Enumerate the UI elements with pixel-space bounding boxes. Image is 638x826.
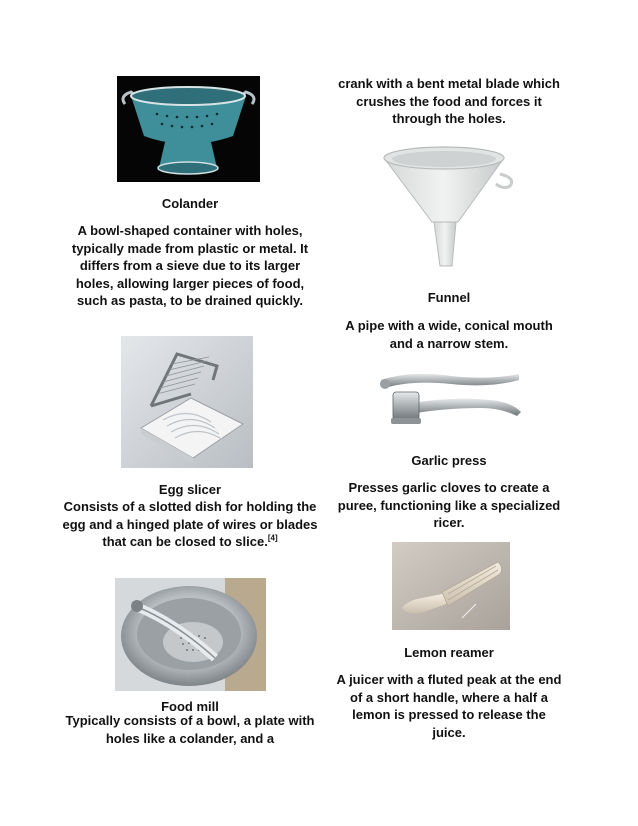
colander-title: Colander: [161, 196, 219, 211]
garlic-press-description: Presses garlic cloves to create a puree, functioning like a specialized ricer.: [337, 480, 561, 530]
colander-photo: [117, 76, 260, 182]
lemon-reamer-description: A juicer with a fluted peak at the end of a short handle, where a half a lemon is pressed to release the juice.: [336, 672, 562, 740]
food-mill-photo: [115, 578, 266, 691]
garlic-press-title: Garlic press: [411, 453, 487, 468]
lemon-reamer-photo: [392, 542, 510, 630]
egg-slicer-description-text: Consists of a slotted dish for holding the egg and a hinged plate of wires or blades that can be closed to slice.: [62, 499, 318, 549]
colander-description: A bowl-shaped container with holes, typically made from plastic or metal. It differs from a sieve due to its larger holes, allowing larger pieces of food, such as pasta, to be drained quickly.: [71, 223, 309, 308]
egg-slicer-title: Egg slicer: [158, 482, 222, 497]
egg-slicer-description: [62, 498, 318, 551]
funnel-title: Funnel: [427, 290, 471, 305]
egg-slicer-footnote[interactable]: [4]: [267, 533, 278, 543]
food-mill-title: Food mill: [161, 699, 219, 714]
garlic-press-photo: [371, 366, 522, 432]
egg-slicer-photo: [121, 336, 253, 468]
funnel-description: A pipe with a wide, conical mouth and a narrow stem.: [345, 318, 553, 351]
lemon-reamer-title: Lemon reamer: [404, 645, 494, 660]
food-mill-description: Typically consists of a bowl, a plate with holes like a colander, and a: [65, 713, 315, 746]
food-mill-description-continued: crank with a bent metal blade which crushes the food and forces it through the holes.: [338, 76, 560, 126]
funnel-photo: [366, 144, 522, 270]
